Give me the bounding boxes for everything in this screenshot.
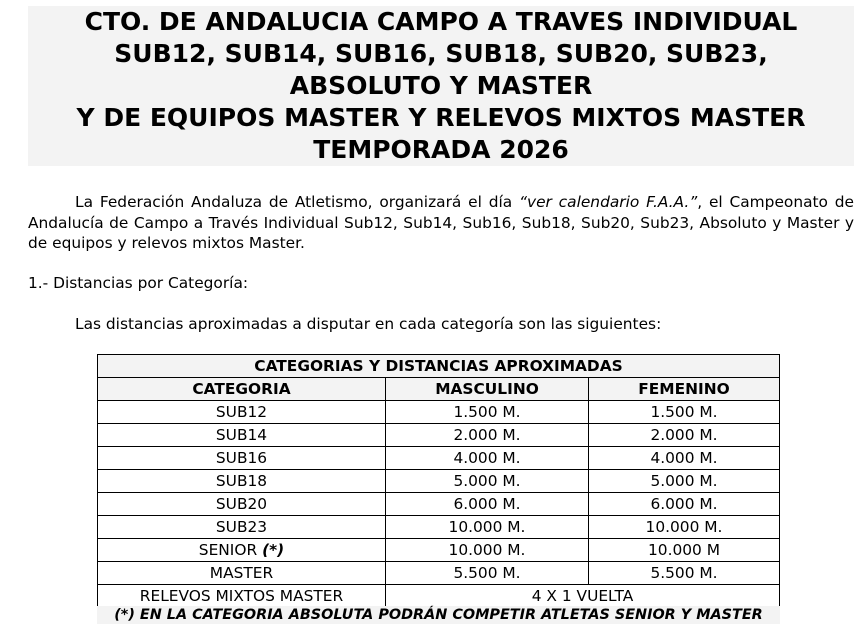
cell-femenino: 6.000 M. [589, 493, 780, 516]
section-heading: 1.- Distancias por Categoría: [28, 274, 249, 292]
cell-masculino: 10.000 M. [386, 539, 589, 562]
cell-femenino: 10.000 M. [589, 516, 780, 539]
cell-category: SUB23 [98, 516, 386, 539]
cell-masculino: 6.000 M. [386, 493, 589, 516]
cell-masculino: 1.500 M. [386, 401, 589, 424]
table-row [98, 401, 780, 424]
senior-label: SENIOR [198, 541, 258, 559]
table-title: CATEGORIAS Y DISTANCIAS APROXIMADAS [98, 355, 780, 378]
title-line: CTO. DE ANDALUCIA CAMPO A TRAVES INDIVIDUAL [84, 7, 798, 36]
table-row-relay [98, 585, 780, 608]
cell-femenino: 10.000 M [589, 539, 780, 562]
header-categoria: CATEGORIA [98, 378, 386, 401]
table-row [98, 447, 780, 470]
table-row [98, 424, 780, 447]
cell-category [98, 539, 386, 562]
table-row [98, 493, 780, 516]
cell-masculino: 5.000 M. [386, 470, 589, 493]
title-line: SUB12, SUB14, SUB16, SUB18, SUB20, SUB23, [114, 39, 768, 68]
cell-category: RELEVOS MIXTOS MASTER [98, 585, 386, 608]
cell-category: MASTER [98, 562, 386, 585]
cell-masculino: 10.000 M. [386, 516, 589, 539]
cell-femenino: 1.500 M. [589, 401, 780, 424]
table-footnote: (*) EN LA CATEGORIA ABSOLUTA PODRÁN COMPETIR ATLETAS SENIOR Y MASTER [97, 606, 780, 624]
cell-category: SUB12 [98, 401, 386, 424]
cell-relay-value: 4 X 1 VUELTA [386, 585, 780, 608]
cell-femenino: 5.000 M. [589, 470, 780, 493]
table-header-row [98, 378, 780, 401]
intro-text-start: La Federación Andaluza de Atletismo, organizará el día [75, 193, 519, 211]
header-masculino: MASCULINO [386, 378, 589, 401]
intro-paragraph [28, 192, 854, 254]
cell-category: SUB20 [98, 493, 386, 516]
header-femenino: FEMENINO [589, 378, 780, 401]
intro-date-text: “ver calendario F.A.A.” [518, 193, 698, 211]
cell-masculino: 5.500 M. [386, 562, 589, 585]
table-row [98, 516, 780, 539]
cell-category: SUB14 [98, 424, 386, 447]
table-row [98, 562, 780, 585]
intro-text-end: , el Campeonato de Andalucía de Campo a Través Individual Sub12, Sub14, Sub16, Sub18, Sub20, Sub23, Absoluto y Master y de equipos y relevos mixtos Master. [28, 193, 854, 252]
cell-masculino: 2.000 M. [386, 424, 589, 447]
title-line: Y DE EQUIPOS MASTER Y RELEVOS MIXTOS MASTER [76, 103, 806, 132]
cell-femenino: 5.500 M. [589, 562, 780, 585]
cell-femenino: 4.000 M. [589, 447, 780, 470]
senior-footnote-mark: (*) [262, 541, 285, 559]
distances-table [97, 354, 780, 608]
table-row [98, 539, 780, 562]
title-line: ABSOLUTO Y MASTER [289, 71, 593, 100]
cell-masculino: 4.000 M. [386, 447, 589, 470]
document-title [28, 6, 854, 166]
table-title-row [98, 355, 780, 378]
section-paragraph: Las distancias aproximadas a disputar en cada categoría son las siguientes: [75, 315, 662, 333]
cell-category: SUB16 [98, 447, 386, 470]
cell-category: SUB18 [98, 470, 386, 493]
cell-femenino: 2.000 M. [589, 424, 780, 447]
title-line: TEMPORADA 2026 [313, 135, 569, 164]
table-row [98, 470, 780, 493]
